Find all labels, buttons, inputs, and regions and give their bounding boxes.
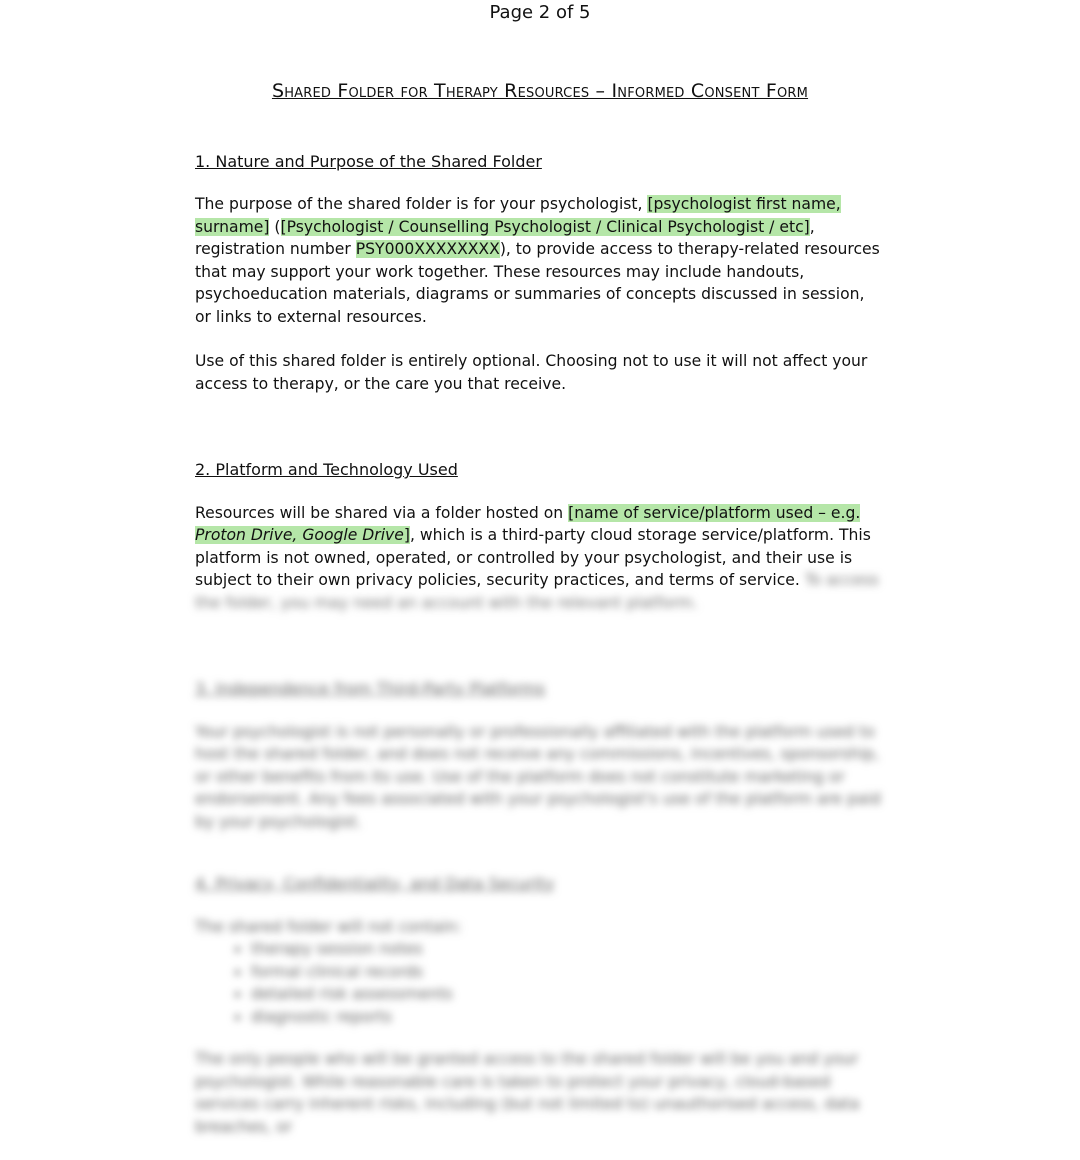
- section-1-heading: 1. Nature and Purpose of the Shared Folder: [195, 151, 542, 171]
- list-item: • therapy session notes: [251, 938, 885, 961]
- section-2-heading: 2. Platform and Technology Used: [195, 460, 458, 479]
- text-run: , which is a third-party cloud storage service/platform. This platform is not owned, operated, or controlled by your psychologist, and their use is subject to their own privacy policies, security practices, and terms of service.: [195, 526, 871, 589]
- list-item: • detailed risk assessments: [251, 983, 885, 1006]
- document-title: Shared Folder for Therapy Resources – Informed Consent Form: [271, 80, 809, 102]
- text-run: , registration number: [195, 217, 815, 258]
- section-1-paragraph-1: [195, 193, 885, 328]
- placeholder-psychologist-name: [psychologist first name, surname]: [195, 195, 841, 236]
- text-run: ), to provide access to therapy-related resources that may support your work together. These resources may include handouts, psychoeducation materials, diagrams or summaries of concepts discussed in session, or links to external resources.: [195, 240, 880, 326]
- section-4-heading: 4. Privacy, Confidentiality, and Data Security: [195, 874, 555, 893]
- list-item: • formal clinical records: [251, 961, 885, 984]
- text-run: The purpose of the shared folder is for your psychologist,: [195, 195, 648, 213]
- placeholder-psychologist-title: [Psychologist / Counselling Psychologist / Clinical Psychologist / etc]: [280, 217, 810, 236]
- section-3-heading: 3. Independence from Third-Party Platforms: [195, 679, 546, 698]
- section-1-paragraph-2: Use of this shared folder is entirely optional. Choosing not to use it will not affect your access to therapy, or the care you that receive.: [195, 352, 868, 393]
- text-run: Resources will be shared via a folder hosted on: [195, 503, 569, 522]
- excluded-content-list: [195, 938, 885, 1028]
- section-3-paragraph-1: Your psychologist is not personally or professionally affiliated with the platform used to host the shared folder, and does not receive any commissions, incentives, sponsorship, or other benefits from its use. Use of the platform does not constitute marketing or endorsement. Any fees associated with your psychologist's use of the platform are paid by your psychologist.: [195, 722, 881, 831]
- text-run: ]: [403, 526, 410, 544]
- blurred-text: To access the folder, you may need an account with the relevant platform.: [195, 571, 879, 612]
- section-4-intro: The shared folder will not contain:: [195, 917, 462, 936]
- text-run: (: [269, 217, 281, 236]
- text-run: [name of service/platform used – e.g.: [568, 503, 861, 522]
- blurred-section-4: [195, 873, 885, 1138]
- list-item: • diagnostic reports: [251, 1006, 885, 1029]
- text-run-italic: Proton Drive, Google Drive: [195, 526, 404, 544]
- blurred-section-3: [195, 678, 885, 833]
- document-body: [195, 80, 885, 1160]
- section-2-paragraph-1: [195, 502, 885, 615]
- section-4-paragraph-2: The only people who will be granted access to the shared folder will be you and your psychologist. While reasonable care is taken to protect your privacy, cloud-based services carry inherent risks, including (but not limited to) unauthorised access, data breaches, or: [195, 1050, 860, 1136]
- placeholder-registration-number: PSY000XXXXXXXX: [355, 240, 500, 258]
- page-indicator: Page 2 of 5: [489, 2, 591, 23]
